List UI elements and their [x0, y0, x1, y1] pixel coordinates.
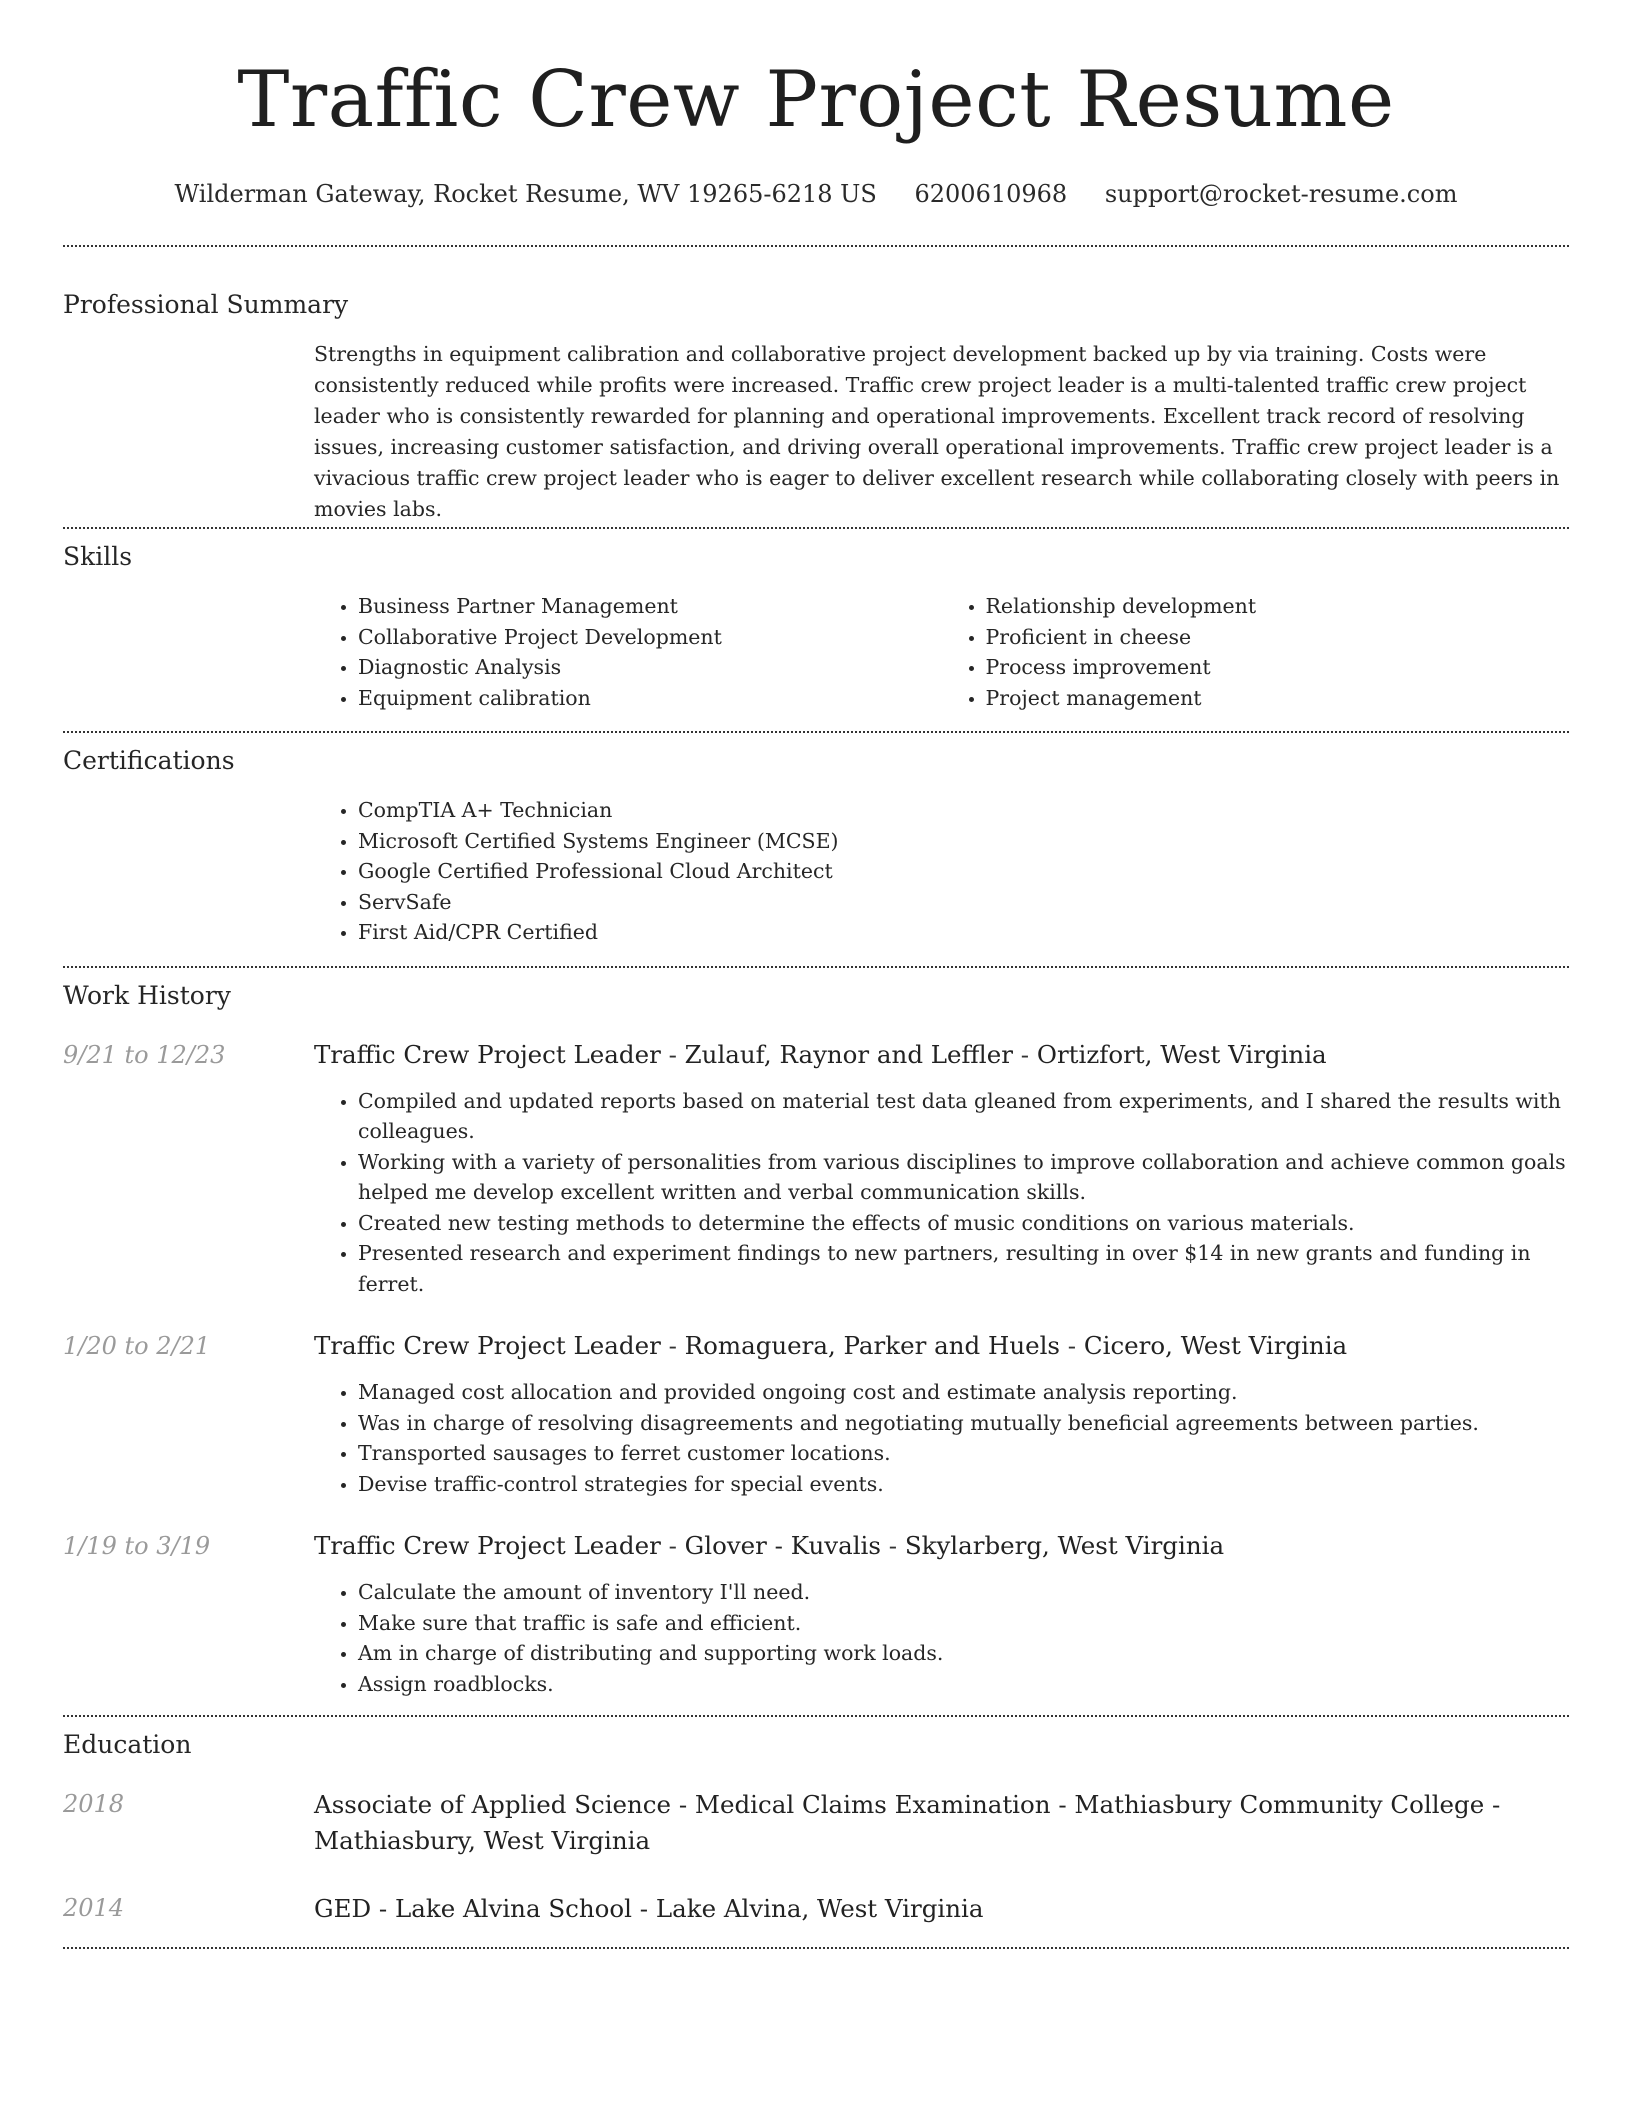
education-heading: Associate of Applied Science - Medical Claims Examination - Mathiasbury Community College - Mathiasbury, West Virginia [314, 1790, 1501, 1855]
skill-item: • Business Partner Management [358, 591, 942, 622]
education-school: Mathiasbury Community College [1074, 1790, 1485, 1819]
skill-item: • Relationship development [986, 591, 1570, 622]
job-bullet: • Devise traffic-control strategies for special events. [358, 1469, 1569, 1500]
education-degree: GED [314, 1894, 372, 1923]
job-bullet: • Compiled and updated reports based on material test data gleaned from experiments, and I shared the results with colleagues. [358, 1086, 1569, 1147]
divider [63, 1947, 1569, 1949]
education-year: 2018 [63, 1790, 125, 1818]
section-heading-education: Education [63, 1730, 192, 1759]
skill-item: • Process improvement [986, 652, 1570, 683]
education-location: Mathiasbury, West Virginia [314, 1826, 651, 1855]
education-location: Lake Alvina, West Virginia [655, 1894, 984, 1923]
contact-email: support@rocket-resume.com [1104, 180, 1458, 208]
job-dates: 9/21 to 12/23 [63, 1040, 226, 1069]
education-heading: GED - Lake Alvina School - Lake Alvina, West Virginia [314, 1894, 984, 1923]
certification-item: • ServSafe [358, 887, 1569, 918]
job-bullet: • Managed cost allocation and provided ongoing cost and estimate analysis reporting. [358, 1377, 1569, 1408]
skills-list-right [942, 591, 1570, 713]
education-degree: Associate of Applied Science [314, 1790, 672, 1819]
resume-title: Traffic Crew Project Resume [237, 55, 1395, 145]
job-bullet: • Created new testing methods to determine the effects of music conditions on various materials. [358, 1208, 1569, 1239]
job-entry [63, 1038, 1569, 1300]
job-dates: 1/20 to 2/21 [63, 1332, 211, 1360]
job-bullets [314, 1377, 1569, 1499]
skill-item: • Project management [986, 683, 1570, 714]
job-bullet: • Presented research and experiment findings to new partners, resulting in over $14 in new grants and funding in ferret. [358, 1238, 1569, 1299]
job-bullet: • Make sure that traffic is safe and efficient. [358, 1608, 1569, 1639]
education-section [63, 1717, 1569, 1927]
job-location: Skylarberg, West Virginia [904, 1531, 1225, 1560]
contact-address: Wilderman Gateway, Rocket Resume, WV 19265-6218 US [174, 180, 877, 208]
skills-list-left [314, 591, 942, 713]
skill-item: • Collaborative Project Development [358, 622, 942, 653]
job-bullet: • Working with a variety of personalities from various disciplines to improve collaboration and achieve common goals helped me develop excellent written and verbal communication skills. [358, 1147, 1569, 1208]
certification-item: • Microsoft Certified Systems Engineer (MCSE) [358, 826, 1569, 857]
contact-line [63, 178, 1569, 210]
job-heading: Traffic Crew Project Leader - Zulauf, Raynor and Leffler - Ortizfort, West Virginia [314, 1039, 1327, 1069]
job-employer: Zulauf, Raynor and Leffler [684, 1039, 1014, 1069]
section-heading-work: Work History [63, 980, 231, 1010]
job-location: Cicero, West Virginia [1083, 1331, 1348, 1360]
job-role: Traffic Crew Project Leader [314, 1331, 661, 1360]
education-entry [63, 1787, 1569, 1859]
skill-item: • Diagnostic Analysis [358, 652, 942, 683]
job-bullet: • Calculate the amount of inventory I'll need. [358, 1577, 1569, 1608]
certifications-list [314, 795, 1569, 948]
certifications-section [63, 733, 1569, 948]
job-heading: Traffic Crew Project Leader - Romaguera, Parker and Huels - Cicero, West Virginia [314, 1331, 1348, 1360]
job-bullets [314, 1086, 1569, 1300]
certification-item: • Google Certified Professional Cloud Architect [358, 856, 1569, 887]
skill-item: • Proficient in cheese [986, 622, 1570, 653]
education-school: Lake Alvina School [394, 1894, 632, 1923]
job-employer: Romaguera, Parker and Huels [684, 1331, 1061, 1360]
job-bullet: • Was in charge of resolving disagreements and negotiating mutually beneficial agreements between parties. [358, 1408, 1569, 1439]
job-heading: Traffic Crew Project Leader - Glover - Kuvalis - Skylarberg, West Virginia [314, 1531, 1225, 1560]
section-heading-summary: Professional Summary [63, 290, 349, 319]
job-bullet: • Assign roadblocks. [358, 1669, 1569, 1700]
skill-item: • Equipment calibration [358, 683, 942, 714]
certification-item: • CompTIA A+ Technician [358, 795, 1569, 826]
summary-section [63, 247, 1569, 525]
summary-text: Strengths in equipment calibration and collaborative project development backed up by via training. Costs were consistently reduced while profits were increased. Traffic crew project leader is a multi-talented traffic crew project leader who is consistently rewarded for planning and operational improvements. Excellent track record of resolving issues, increasing customer satisfaction, and driving overall operational improvements. Traffic crew project leader is a vivacious traffic crew project leader who is eager to deliver excellent research while collaborating closely with peers in movies labs. [314, 342, 1560, 521]
work-history-section [63, 968, 1569, 1700]
job-bullet: • Transported sausages to ferret customer locations. [358, 1438, 1569, 1469]
job-entry [63, 1329, 1569, 1499]
job-role: Traffic Crew Project Leader [314, 1531, 661, 1560]
education-year: 2014 [63, 1894, 125, 1922]
section-heading-certifications: Certifications [63, 746, 235, 775]
section-heading-skills: Skills [63, 542, 133, 571]
education-field: Medical Claims Examination [694, 1790, 1051, 1819]
job-role: Traffic Crew Project Leader [314, 1039, 661, 1069]
job-dates: 1/19 to 3/19 [63, 1532, 211, 1560]
job-location: Ortizfort, West Virginia [1036, 1039, 1327, 1069]
certification-item: • First Aid/CPR Certified [358, 917, 1569, 948]
education-entry [63, 1891, 1569, 1927]
job-bullets [314, 1577, 1569, 1699]
skills-section [63, 529, 1569, 713]
contact-phone: 6200610968 [914, 180, 1068, 208]
job-bullet: • Am in charge of distributing and supporting work loads. [358, 1638, 1569, 1669]
job-employer: Glover - Kuvalis [684, 1531, 881, 1560]
job-entry [63, 1529, 1569, 1699]
